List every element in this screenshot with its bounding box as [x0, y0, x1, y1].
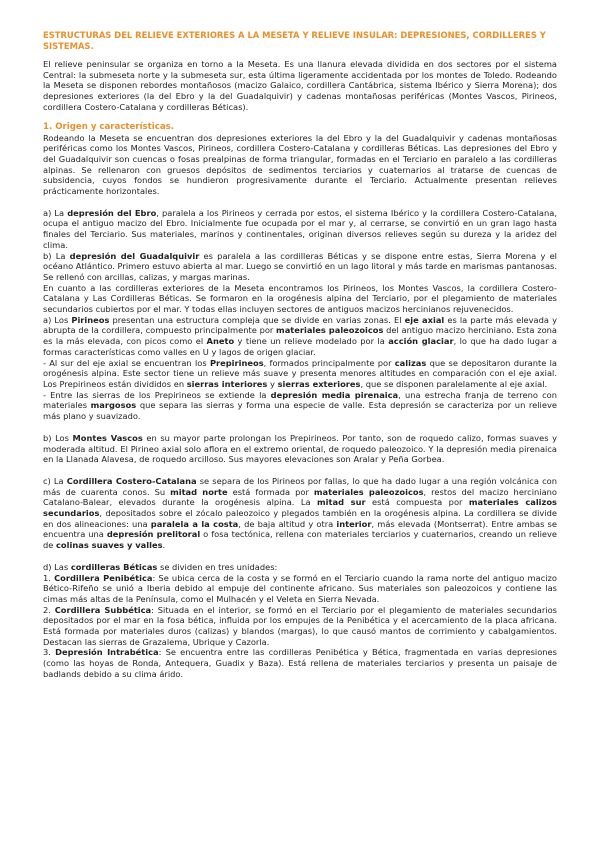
section-heading-origen: 1. Origen y características. [43, 121, 174, 132]
ebro-paragraph: a) La depresión del Ebro, paralela a los Pirineos y cerrada por estos, el sistema Ibérico y la cordillera Costero-Catalana, ocupa el antiguo macizo del Ebro. Inicialmente fue ocupada por el mar y, al cerrarse, se convirtió en un gran lago hasta finales del Terciario. Sus materiales, marinos y continentales, originan diversos relieves según su dureza y la aridez del clima. [43, 207, 557, 250]
intrabetica-paragraph: 3. Depresión Intrabética: Se encuentra entre las cordilleras Penibética y Bética, fragmentada en varias depresiones (como las hoyas de Ronda, Antequera, Guadix y Baza). Está rellena de materiales terciarios y presenta un paisaje de badlands debido a su clima árido. [43, 647, 557, 679]
subbetica-paragraph: 2. Cordillera Subbética: Situada en el interior, se formó en el Terciario por el plegamiento de materiales secundarios depositados por el mar en la fosa bética, influida por los empujes de la Penibética y el acercamiento de la placa africana. Está formada por materiales duros (calizas) y blandos (margas), lo que causó mantos de corrimiento y cabalgamientos. Destacan las sierras de Grazalema, Ubrique y Cazorla. [43, 604, 557, 647]
costero-catalana-paragraph: c) La Cordillera Costero-Catalana se separa de los Pirineos por fallas, lo que ha dado lugar a una región volcánica con más de cuarenta conos. Su mitad norte está formada por materiales paleozoicos, restos del macizo herciniano Catalano-Balear, elevados durante la orogénesis alpina. La mitad sur está compuesta por materiales calizos secundarios, depositados sobre el zócalo paleozoico y plegados también en la orogénesis alpina. La cordillera se divide en dos alineaciones: una paralela a la costa, de baja altitud y otra interior, más elevada (Montserrat). Entre ambas se encuentra una depresión prelitoral o fosa tectónica, rellena con materiales terciarios y cuaternarios, creando un relieve de colinas suaves y valles. [43, 475, 557, 551]
penibetica-paragraph: 1. Cordillera Penibética: Se ubica cerca de la costa y se formó en el Terciario cuando la rama norte del antiguo macizo Bético-Rifeño se unió a Iberia debido al empuje del continente africano. Sus materiales son paleozoicos y contiene las cimas más altas de la Península, como el Mulhacén y el Veleta en Sierra Nevada. [43, 572, 557, 604]
guadalquivir-paragraph: b) La depresión del Guadalquivir es paralela a las cordilleras Béticas y se dispone entre estas, Sierra Morena y el océano Atlántico. Primero estuvo abierta al mar. Luego se convirtió en un lago litoral y más tarde en marismas pantanosas. Se rellenó con arcillas, calizas, y margas marinas. [43, 250, 557, 282]
cordilleras-intro-paragraph: En cuanto a las cordilleras exteriores de la Meseta encontramos los Pirineos, los Montes Vascos, la cordillera Costero-Catalana y Las Cordilleras Béticas. Se formaron en la orogénesis alpina del Terciario, por el plegamiento de materiales secundarios cubiertos por el mar. Y todas ellas incluyen sectores de antiguos macizos hercinianos rejuvenecidos. [43, 282, 557, 315]
prepirineo-paragraph: - Al sur del eje axial se encuentran los Prepirineos, formados principalmente por calizas que se depositaron durante la orogénesis alpina. Este sector tiene un relieve más suave y presenta menores altitudes en comparación con el eje axial. Los Prepirineos están divididos en sierras interiores y sierras exteriores, que se disponen paralelamente al eje axial. [43, 357, 557, 389]
intro-paragraph: El relieve peninsular se organiza en torno a la Meseta. Es una llanura elevada dividida en dos sectores por el sistema Central: la submeseta norte y la submeseta sur, esta última ligeramente accidentada por los montes de Toledo. Rodeando la Meseta se disponen rebordes montañosos (macizo Galaico, cordillera Cantábrica, sistema Ibérico y Sierra Morena); dos depresiones exteriores (la del Ebro y la del Guadalquivir) y cadenas montañosas periféricas (Montes Vascos, Pirineos, cordillera Costero-Catalana y cordilleras Béticas). [43, 59, 557, 112]
beticas-paragraph: d) Las cordilleras Béticas se dividen en tres unidades: [43, 561, 278, 572]
origen-paragraph: Rodeando la Meseta se encuentran dos depresiones exteriores la del Ebro y la del Guadalquivir y cadenas montañosas periféricas como los Montes Vascos, Pirineos, cordillera Costero-Catalana y cordilleras Béticas. Las depresiones del Ebro y del Guadalquivir son cuencas o fosas prealpinas de forma triangular, formadas en el Terciario en paralelo a las cordilleras alpinas. Se rellenaron con gruesos depósitos de sedimentos terciarios y cuaternarios al tratarse de cuencas de subsidencia, cuyos fondos se hundieron progresivamente durante el Terciario. Actualmente presentan relieves prácticamente horizontales. [43, 132, 557, 197]
document-title: ESTRUCTURAS DEL RELIEVE EXTERIORES A LA MESETA Y RELIEVE INSULAR: DEPRESIONES, CORDILLERES Y SISTEMAS. [43, 30, 546, 51]
montes-vascos-paragraph: b) Los Montes Vascos en su mayor parte prolongan los Prepirineos. Por tanto, son de roquedo calizo, formas suaves y moderada altitud. El Pirineo axial solo aflora en el extremo oriental, de roquedo paleozoico. Y la depresión media pirenaica en la Llanada Alavesa, de roquedo arcilloso. Sus mayores elevaciones son Aralar y Peña Gorbea. [43, 432, 557, 465]
pirineos-paragraph: a) Los Pirineos presentan una estructura compleja que se divide en varias zonas. El eje axial es la parte más elevada y abrupta de la cordillera, compuesto principalmente por materiales paleozoicos del antiguo macizo herciniano. Esta zona es la más elevada, con picos como el Aneto y tiene un relieve modelado por la acción glaciar, lo que ha dado lugar a formas características como valles en U y lagos de origen glaciar. [43, 314, 557, 357]
depresion-media-paragraph: - Entre las sierras de los Prepirineos se extiende la depresión media pirenaica, una estrecha franja de terreno con materiales margosos que separa las sierras y forma una especie de valle. Esta depresión se caracteriza por un relieve más plano y suavizado. [43, 389, 558, 422]
